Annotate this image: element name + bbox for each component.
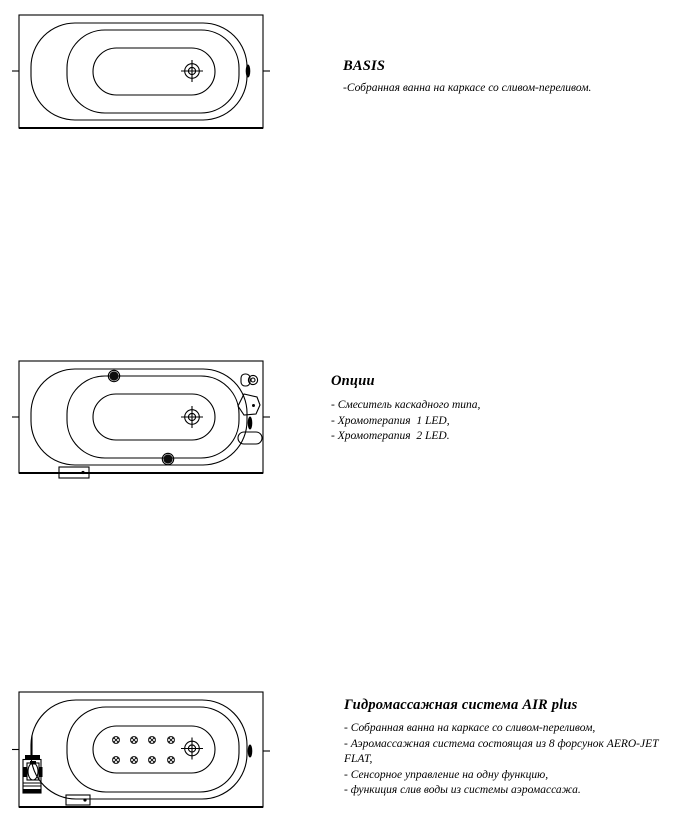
section-line: - Смеситель каскадного типа, <box>331 399 481 411</box>
diagram-bathtub-airplus <box>0 685 280 837</box>
control-box-icon <box>66 795 90 805</box>
mixer-spout-icon <box>238 394 260 415</box>
section-line: - Сенсорное управление на одну функцию, <box>344 768 549 781</box>
air-jet-grid <box>112 736 175 764</box>
section-line: - Хромотерапия 1 LED, <box>331 414 450 427</box>
section-heading: Гидромассажная система AIR plus <box>344 697 578 713</box>
section-airplus-text <box>344 697 674 799</box>
section-heading: BASIS <box>343 58 386 74</box>
blower-pump-icon <box>23 735 43 793</box>
overflow-icon <box>246 65 251 78</box>
air-jet-icon <box>167 756 175 764</box>
section-line: -Собранная ванна на каркасе со сливом-переливом. <box>343 82 592 94</box>
section-line: - Собранная ванна на каркасе со сливом-переливом, <box>344 722 596 734</box>
overflow-icon <box>248 417 253 430</box>
drain-icon <box>181 406 203 428</box>
tub-floor <box>93 726 215 773</box>
diagram-bathtub-options <box>0 354 280 504</box>
tub-frame <box>19 15 263 128</box>
bathtub-top-view <box>12 15 270 128</box>
section-line: - функиция слив воды из системы аэромассажа. <box>344 784 581 797</box>
air-jet-icon <box>130 756 138 764</box>
overflow-icon <box>248 745 253 758</box>
led-light-icon <box>108 370 119 381</box>
air-jet-icon <box>148 756 156 764</box>
air-jet-icon <box>112 736 120 744</box>
air-jet-icon <box>130 736 138 744</box>
bathtub-top-view <box>12 361 270 478</box>
air-jet-icon <box>148 736 156 744</box>
drain-icon <box>181 738 203 760</box>
air-jet-icon <box>167 736 175 744</box>
air-jet-icon <box>112 756 120 764</box>
section-line: - Аэромассажная система состоящая из 8 форсунок AERO-JET FLAT, <box>344 737 662 766</box>
tub-frame <box>19 692 263 807</box>
led-light-icon <box>162 453 173 464</box>
bathtub-top-view <box>12 692 270 807</box>
section-heading: Опции <box>331 373 375 389</box>
section-basis-text <box>343 58 663 97</box>
diagram-bathtub-basis <box>0 0 280 140</box>
section-line: - Хромотерапия 2 LED. <box>331 430 450 443</box>
drain-icon <box>181 60 203 82</box>
section-options-text <box>331 373 651 445</box>
cascade-mixer-icon <box>238 374 262 444</box>
tub-frame <box>19 361 263 473</box>
